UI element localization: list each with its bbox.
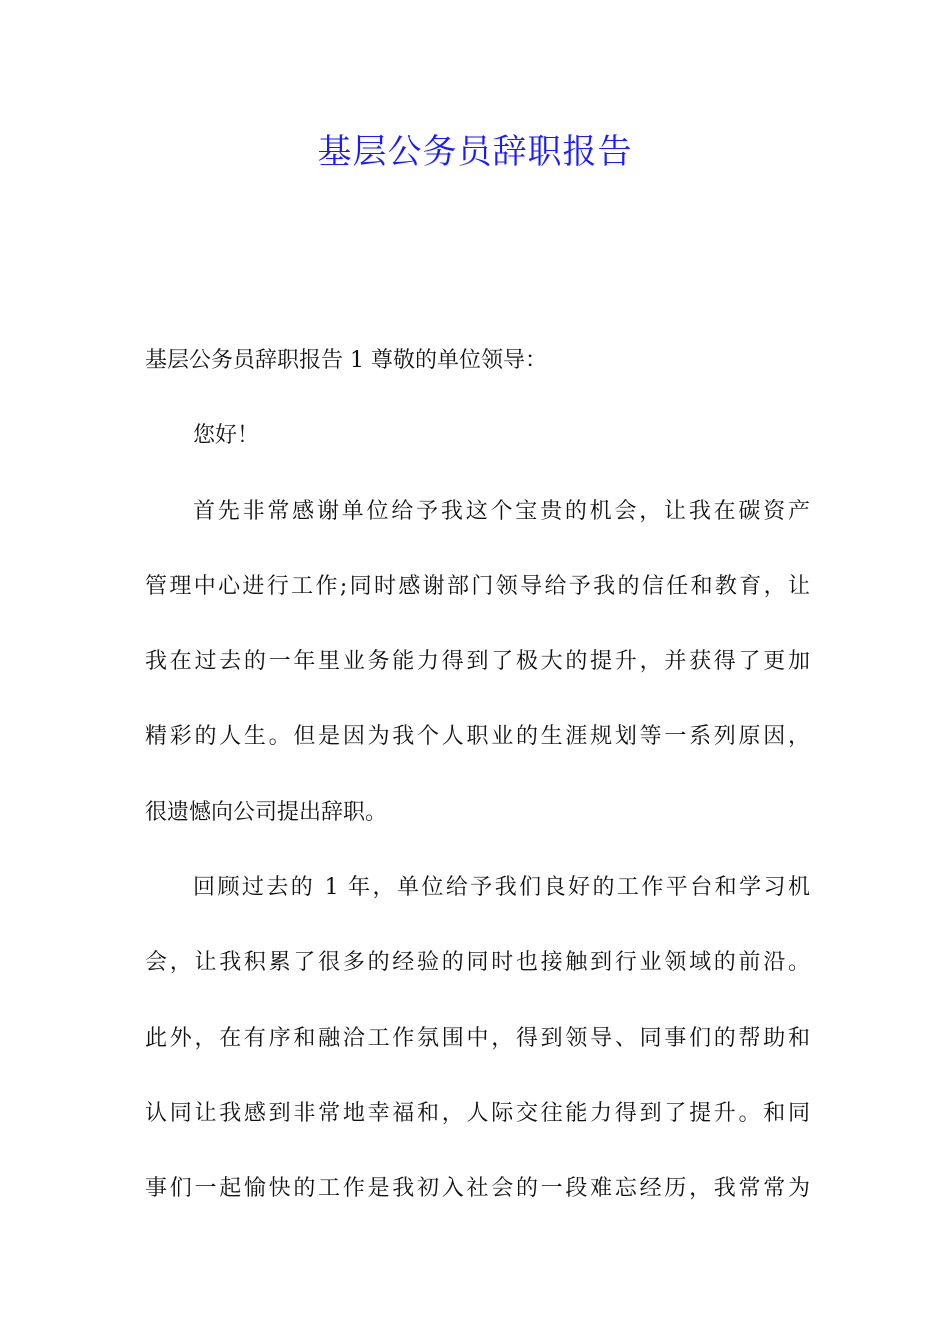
paragraph-line: 管理中心进行工作;同时感谢部门领导给予我的信任和教育，让 [145,573,810,599]
paragraph-line: 认同让我感到非常地幸福和，人际交往能力得到了提升。和同 [145,1100,810,1126]
paragraph-line: 精彩的人生。但是因为我个人职业的生涯规划等一系列原因， [145,724,810,750]
document-title: 基层公务员辞职报告 [317,132,633,172]
paragraph-line: 事们一起愉快的工作是我初入社会的一段难忘经历，我常常为 [145,1176,810,1202]
paragraph-line: 我在过去的一年里业务能力得到了极大的提升，并获得了更加 [145,649,810,675]
paragraph-line: 回顾过去的 1 年，单位给予我们良好的工作平台和学习机 [193,875,810,901]
document-body [145,338,810,1242]
paragraph-line: 会，让我积累了很多的经验的同时也接触到行业领域的前沿。 [145,950,810,976]
greeting-line: 您好！ [193,423,260,449]
paragraph-line: 首先非常感谢单位给予我这个宝贵的机会，让我在碳资产 [193,498,810,524]
paragraph-line: 很遗憾向公司提出辞职。 [145,799,388,825]
salutation-line: 基层公务员辞职报告 1 尊敬的单位领导： [145,348,547,373]
paragraph-line: 此外，在有序和融洽工作氛围中，得到领导、同事们的帮助和 [145,1025,810,1051]
